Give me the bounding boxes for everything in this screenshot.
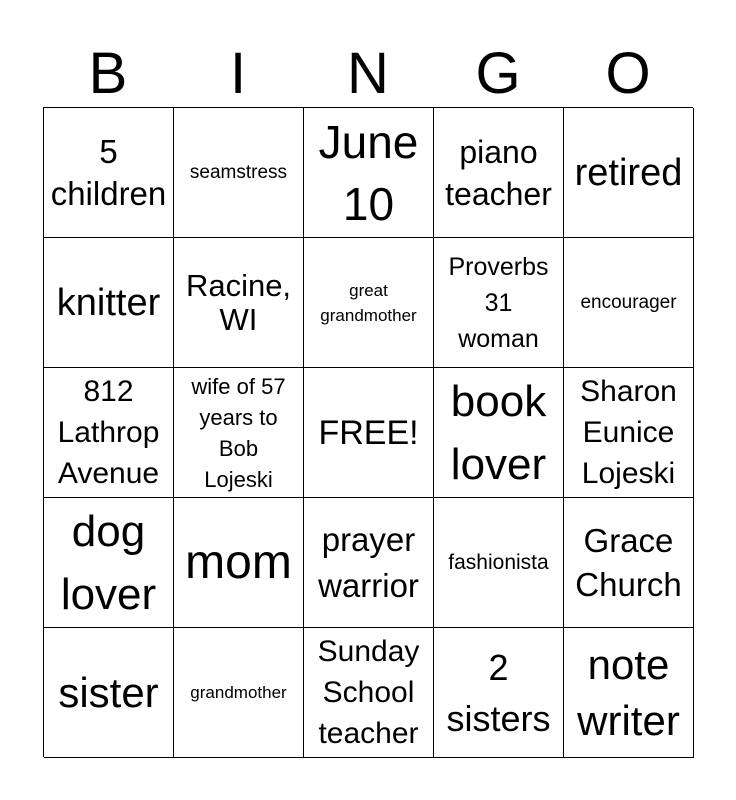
bingo-cell[interactable] bbox=[564, 108, 694, 238]
cell-text: retired bbox=[574, 151, 683, 194]
cell-text: Sunday School teacher bbox=[317, 635, 420, 750]
bingo-cell[interactable] bbox=[434, 498, 564, 628]
cell-text: June 10 bbox=[318, 115, 419, 230]
bingo-cell[interactable] bbox=[44, 498, 174, 628]
cell-text: encourager bbox=[580, 292, 677, 313]
cell-text: 5 children bbox=[50, 132, 167, 212]
bingo-cell[interactable] bbox=[564, 628, 694, 758]
cell-text: 2 sisters bbox=[446, 646, 551, 739]
bingo-cell[interactable] bbox=[304, 238, 434, 368]
cell-text: dog lover bbox=[60, 506, 157, 619]
bingo-cell[interactable] bbox=[174, 498, 304, 628]
header-letter-i: I bbox=[229, 41, 247, 106]
bingo-cell[interactable] bbox=[304, 108, 434, 238]
cell-text: sister bbox=[58, 669, 159, 716]
cell-text: Sharon Eunice Lojeski bbox=[580, 375, 677, 490]
header-letter-g: G bbox=[475, 41, 521, 106]
header-letter-o: O bbox=[605, 41, 651, 106]
bingo-cell[interactable] bbox=[174, 628, 304, 758]
header-letter-n: N bbox=[347, 41, 389, 106]
cell-text: book lover bbox=[450, 376, 547, 489]
cell-text: Grace Church bbox=[575, 521, 682, 603]
cell-text: piano teacher bbox=[445, 133, 552, 212]
bingo-cell[interactable] bbox=[434, 238, 564, 368]
cell-text: knitter bbox=[56, 281, 161, 324]
cell-text: mom bbox=[185, 535, 292, 589]
cell-text: Racine, WI bbox=[185, 267, 292, 337]
bingo-cell[interactable] bbox=[174, 238, 304, 368]
bingo-cell[interactable] bbox=[434, 368, 564, 498]
bingo-cell[interactable] bbox=[44, 238, 174, 368]
bingo-cell[interactable] bbox=[434, 628, 564, 758]
bingo-cell[interactable] bbox=[174, 108, 304, 238]
bingo-cell[interactable] bbox=[44, 628, 174, 758]
bingo-cell free-space[interactable] bbox=[304, 368, 434, 498]
bingo-cell[interactable] bbox=[44, 368, 174, 498]
bingo-cell[interactable] bbox=[304, 498, 434, 628]
cell-text: fashionista bbox=[448, 551, 549, 574]
bingo-cell[interactable] bbox=[564, 238, 694, 368]
cell-text: great grandmother bbox=[320, 280, 417, 325]
cell-text: seamstress bbox=[189, 162, 288, 183]
cell-text: prayer warrior bbox=[318, 520, 419, 604]
header-letter-b: B bbox=[88, 41, 128, 106]
cell-text: note writer bbox=[577, 640, 680, 744]
bingo-cell[interactable] bbox=[304, 628, 434, 758]
bingo-cell[interactable] bbox=[564, 498, 694, 628]
bingo-card-grid bbox=[43, 107, 693, 757]
cell-text: 812 Lathrop Avenue bbox=[57, 375, 160, 490]
cell-text: Proverbs 31 woman bbox=[448, 252, 549, 353]
bingo-cell[interactable] bbox=[434, 108, 564, 238]
bingo-header bbox=[43, 40, 693, 108]
bingo-cell[interactable] bbox=[44, 108, 174, 238]
bingo-cell[interactable] bbox=[174, 368, 304, 498]
cell-text: FREE! bbox=[318, 413, 419, 452]
cell-text: wife of 57 years to Bob Lojeski bbox=[191, 373, 286, 492]
cell-text: grandmother bbox=[190, 683, 287, 702]
bingo-cell[interactable] bbox=[564, 368, 694, 498]
